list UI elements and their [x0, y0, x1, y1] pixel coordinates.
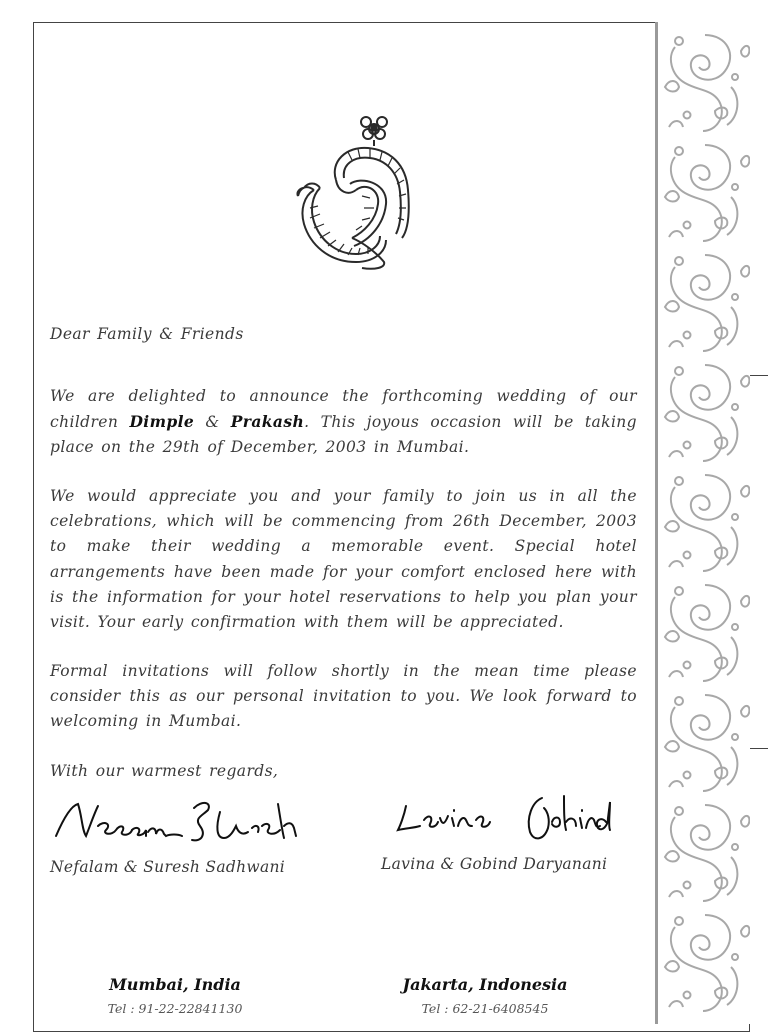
paragraph-announcement [50, 384, 637, 461]
decorative-border [655, 22, 750, 1024]
contact-city-mumbai: Mumbai, India [109, 975, 241, 994]
signature-image-right [392, 782, 622, 852]
contact-tel-jakarta: Tel : 62-21-6408545 [421, 1001, 549, 1016]
salutation: Dear Family & Friends [50, 325, 244, 343]
fold-mark [750, 748, 768, 749]
signatory-name-left: Nefalam & Suresh Sadhwani [50, 858, 286, 876]
signatory-name-right: Lavina & Gobind Daryanani [381, 855, 608, 873]
paragraph-invitation: We would appreciate you and your family to join us in all the celebrations, which will be commencing from 26th December, 2003 to make their wedding a memorable event. Special hotel arrangements have been made for your comfort enclosed here with is the information for your hotel reservations to help you plan your visit. Your early confirmation with them will be appreciated. [50, 487, 637, 632]
ampersand: & [194, 413, 231, 432]
paisley-vine-ornament [655, 22, 750, 1024]
contact-tel-mumbai: Tel : 91-22-22841130 [107, 1001, 243, 1016]
contact-city-jakarta: Jakarta, Indonesia [402, 975, 568, 994]
fold-mark [750, 375, 768, 376]
border-strip-edge [655, 22, 658, 1024]
paragraph-text: . This joyous occasion will be taking place on the 29th of December, 2003 in Mumbai. [50, 413, 638, 457]
signature-image-left [52, 786, 302, 852]
groom-name: Prakash [230, 412, 305, 432]
paragraph-formal-invitations: Formal invitations will follow shortly in the mean time please consider this as our personal invitation to you. We look forward to welcoming in Mumbai. [50, 662, 637, 731]
closing-line: With our warmest regards, [50, 762, 279, 780]
om-emblem-icon [290, 112, 420, 272]
paragraph-text: We are delighted to announce the forthcoming wedding of our children [50, 387, 637, 432]
bride-name: Dimple [129, 412, 195, 432]
